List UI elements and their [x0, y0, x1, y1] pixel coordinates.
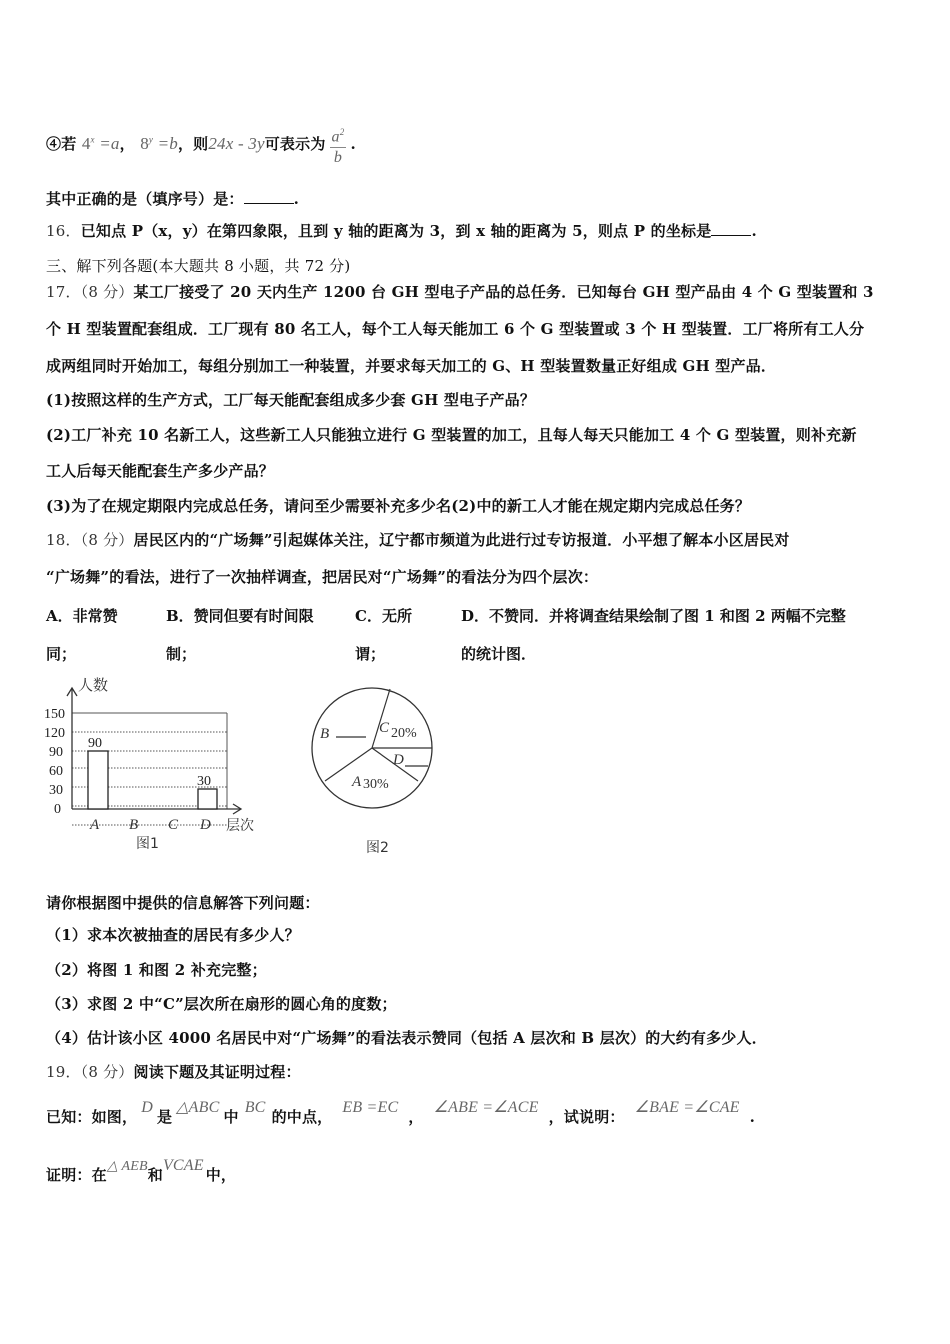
svg-text:30: 30 [49, 783, 63, 798]
option-b: B．赞同但要有时间限 [166, 607, 314, 625]
svg-text:30: 30 [197, 774, 211, 789]
q18-line-2: “广场舞”的看法，进行了一次抽样调查，把居民对“广场舞”的看法分为四个层次： [46, 568, 599, 586]
q15-item4: ④若 4$^x$ =a， 8$^y$ =b，则24x - 3y可表示为 $\frac{a^2}{b}$ . [46, 122, 356, 168]
q18-question-2: （2）将图 1 和图 2 补充完整； [46, 961, 267, 979]
bar-d [198, 789, 217, 809]
option-d: D．不赞同．并将调查结果绘制了图 1 和图 2 两幅不完整 [461, 607, 846, 625]
q17-sub-2a: (2)工厂补充 10 名新工人，这些新工人只能独立进行 G 型装置的加工，且每人每天只能加工 4 个 G 型装置，则补充新 [46, 426, 857, 444]
option-b-cont: 制； [166, 645, 197, 663]
pie-chart-svg [300, 680, 450, 860]
svg-text:图2: 图2 [366, 840, 389, 856]
q18-line-1: 18．（8 分）居民区内的“广场舞”引起媒体关注，辽宁都市频道为此进行过专访报道．小平想了解本小区居民对 [46, 531, 790, 549]
svg-text:C: C [379, 720, 390, 736]
svg-text:层次: 层次 [226, 818, 254, 834]
svg-text:90: 90 [49, 745, 63, 760]
figure-1-bar-chart [40, 672, 280, 862]
q17-sub-3: (3)为了在规定期限内完成总任务，请问至少需要补充多少名(2)中的新工人才能在规定期内完成总任务？ [46, 497, 751, 515]
answer-blank[interactable] [711, 235, 751, 236]
bar-a [88, 751, 108, 809]
answer-blank[interactable] [244, 203, 294, 204]
q15-item4-marker: ④若 [46, 135, 77, 154]
svg-text:20%: 20% [391, 726, 417, 741]
svg-text:A: A [90, 817, 100, 833]
q17-line-2: 个 H 型装置配套组成．工厂现有 80 名工人，每个工人每天能加工 6 个 G 型装置或 3 个 H 型装置．工厂将所有工人分 [46, 320, 865, 338]
svg-text:人数: 人数 [78, 676, 109, 694]
q19-given: 已知：如图，D是△ABC中BC的中点，EB =EC，∠ABE =∠ACE，试说明：∠BAE =∠CAE. [46, 1099, 756, 1126]
svg-text:D: D [393, 752, 404, 768]
q18-intro: 请你根据图中提供的信息解答下列问题： [46, 894, 320, 912]
svg-text:30%: 30% [363, 777, 389, 792]
q17-sub-2b: 工人后每天能配套生产多少产品？ [46, 462, 275, 480]
q19-title: 19．（8 分）阅读下题及其证明过程： [46, 1063, 301, 1081]
fraction: $\frac{a^2}{b}$ [330, 122, 347, 168]
option-a-cont: 同； [46, 645, 77, 663]
q18-question-3: （3）求图 2 中“C”层次所在扇形的圆心角的度数； [46, 995, 397, 1013]
option-a: A．非常赞 [46, 607, 118, 625]
svg-text:A: A [352, 774, 362, 790]
q16: 16．已知点 P（x，y）在第四象限，且到 y 轴的距离为 3，到 x 轴的距离为 5，则点 P 的坐标是 . [46, 222, 757, 240]
q17-sub-1: (1)按照这样的生产方式，工厂每天能配套组成多少套 GH 型电子产品？ [46, 391, 536, 409]
svg-text:B: B [129, 817, 139, 833]
q15-answer-line: 其中正确的是（填序号）是： . [46, 190, 300, 208]
svg-text:90: 90 [88, 736, 102, 751]
svg-text:B: B [320, 726, 330, 742]
figure-2-pie-chart [300, 680, 450, 860]
q17-line-3: 成两组同时开始加工，每组分别加工一种装置，并要求每天加工的 G、H 型装置数量正好组成 GH 型产品． [46, 357, 777, 375]
svg-text:60: 60 [49, 764, 63, 779]
bar-chart-svg [40, 672, 280, 862]
svg-text:C: C [168, 817, 179, 833]
eq2: 8$^y$ =b [140, 134, 178, 154]
q18-question-1: （1）求本次被抽查的居民有多少人？ [46, 926, 300, 944]
expression: 24x - 3y [208, 134, 265, 154]
svg-text:D: D [200, 817, 211, 833]
svg-text:120: 120 [44, 726, 65, 741]
q19-proof-start: 证明：在△ AEB和VCAE中， [46, 1157, 237, 1184]
eq1: 4$^x$ =a [81, 134, 120, 154]
svg-text:图1: 图1 [136, 836, 159, 852]
svg-text:0: 0 [54, 802, 61, 817]
section-3-title: 三、解下列各题(本大题共 8 小题，共 72 分) [46, 257, 351, 275]
option-c: C．无所 [355, 607, 412, 625]
option-d-cont: 的统计图． [461, 645, 537, 663]
q18-question-4: （4）估计该小区 4000 名居民中对“广场舞”的看法表示赞同（包括 A 层次和 B 层次）的大约有多少人． [46, 1029, 767, 1047]
svg-text:150: 150 [44, 707, 65, 722]
option-c-cont: 谓； [355, 645, 386, 663]
q17-line-1: 17．（8 分）某工厂接受了 20 天内生产 1200 台 GH 型电子产品的总任务．已知每台 GH 型产品由 4 个 G 型装置和 3 [46, 283, 874, 301]
